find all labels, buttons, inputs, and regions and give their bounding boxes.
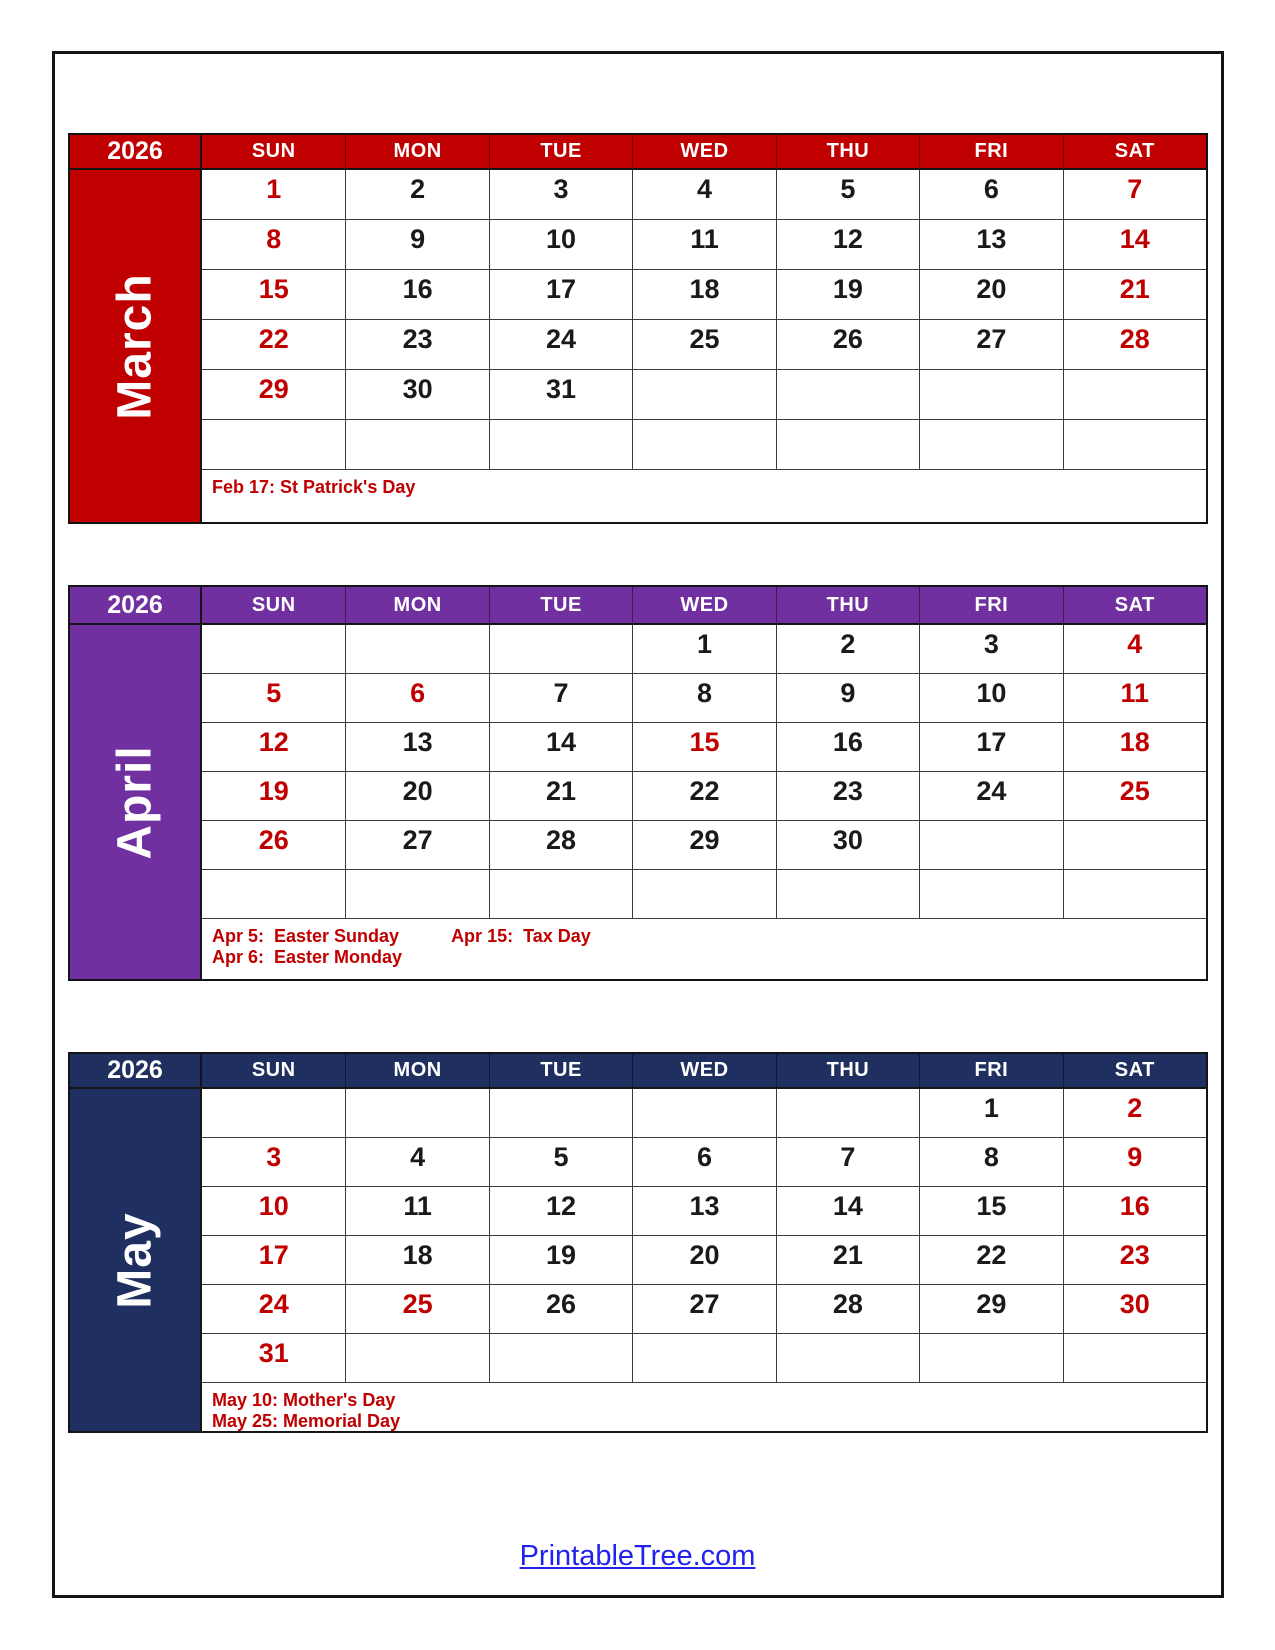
date-cell-march-28: 28: [1063, 320, 1206, 370]
day-header-march-sun: SUN: [202, 135, 345, 170]
empty-cell: [1063, 1334, 1206, 1383]
date-cell-may-9: 9: [1063, 1138, 1206, 1187]
holiday-note: May 25: Memorial Day: [212, 1411, 401, 1431]
date-cell-march-30: 30: [345, 370, 488, 420]
date-cell-april-23: 23: [776, 772, 919, 821]
date-cell-april-6: 6: [345, 674, 488, 723]
day-header-may-tue: TUE: [489, 1054, 632, 1089]
holiday-note: Apr 15: Tax Day: [451, 926, 591, 946]
empty-cell: [632, 420, 775, 470]
date-cell-march-29: 29: [202, 370, 345, 420]
date-cell-may-19: 19: [489, 1236, 632, 1285]
date-cell-march-8: 8: [202, 220, 345, 270]
date-cell-march-9: 9: [345, 220, 488, 270]
date-cell-march-12: 12: [776, 220, 919, 270]
printabletree-link[interactable]: PrintableTree.com: [519, 1540, 756, 1572]
empty-cell: [919, 821, 1062, 870]
month-may: [68, 1052, 1208, 1433]
year-label-april: 2026: [70, 587, 202, 625]
date-cell-april-7: 7: [489, 674, 632, 723]
day-header-may-thu: THU: [776, 1054, 919, 1089]
date-cell-april-27: 27: [345, 821, 488, 870]
date-cell-april-13: 13: [345, 723, 488, 772]
date-cell-march-10: 10: [489, 220, 632, 270]
date-cell-april-20: 20: [345, 772, 488, 821]
holiday-note: Apr 6: Easter Monday: [212, 947, 403, 967]
empty-cell: [345, 1089, 488, 1138]
day-header-march-thu: THU: [776, 135, 919, 170]
day-header-may-sun: SUN: [202, 1054, 345, 1089]
date-cell-april-17: 17: [919, 723, 1062, 772]
date-cell-march-20: 20: [919, 270, 1062, 320]
date-cell-april-21: 21: [489, 772, 632, 821]
empty-cell: [1063, 821, 1206, 870]
holiday-note-line: [212, 947, 1206, 968]
date-cell-may-15: 15: [919, 1187, 1062, 1236]
date-cell-april-28: 28: [489, 821, 632, 870]
date-cell-march-6: 6: [919, 170, 1062, 220]
date-cell-march-16: 16: [345, 270, 488, 320]
holiday-note-line: [212, 1411, 1206, 1432]
date-cell-april-16: 16: [776, 723, 919, 772]
date-cell-april-10: 10: [919, 674, 1062, 723]
empty-cell: [1063, 370, 1206, 420]
date-cell-may-17: 17: [202, 1236, 345, 1285]
holiday-note-line: [212, 1390, 1206, 1411]
date-cell-may-6: 6: [632, 1138, 775, 1187]
date-cell-may-26: 26: [489, 1285, 632, 1334]
empty-cell: [776, 370, 919, 420]
empty-cell: [345, 870, 488, 919]
empty-cell: [776, 1334, 919, 1383]
day-header-march-fri: FRI: [919, 135, 1062, 170]
date-cell-april-4: 4: [1063, 625, 1206, 674]
holiday-note: Feb 17: St Patrick's Day: [212, 477, 416, 497]
date-cell-april-29: 29: [632, 821, 775, 870]
day-header-march-sat: SAT: [1063, 135, 1206, 170]
empty-cell: [489, 870, 632, 919]
date-cell-march-5: 5: [776, 170, 919, 220]
holiday-notes-april: [202, 919, 1206, 979]
empty-cell: [202, 420, 345, 470]
date-cell-may-11: 11: [345, 1187, 488, 1236]
date-cell-march-11: 11: [632, 220, 775, 270]
date-cell-march-2: 2: [345, 170, 488, 220]
date-cell-march-22: 22: [202, 320, 345, 370]
empty-cell: [489, 420, 632, 470]
empty-cell: [345, 625, 488, 674]
empty-cell: [919, 1334, 1062, 1383]
date-cell-april-22: 22: [632, 772, 775, 821]
date-cell-april-19: 19: [202, 772, 345, 821]
date-cell-march-23: 23: [345, 320, 488, 370]
date-cell-may-28: 28: [776, 1285, 919, 1334]
date-cell-may-30: 30: [1063, 1285, 1206, 1334]
day-header-march-tue: TUE: [489, 135, 632, 170]
date-cell-may-16: 16: [1063, 1187, 1206, 1236]
date-cell-may-7: 7: [776, 1138, 919, 1187]
empty-cell: [1063, 870, 1206, 919]
date-cell-may-1: 1: [919, 1089, 1062, 1138]
brand-footer: [0, 1540, 1275, 1573]
date-cell-may-27: 27: [632, 1285, 775, 1334]
empty-cell: [489, 625, 632, 674]
date-cell-april-9: 9: [776, 674, 919, 723]
empty-cell: [345, 1334, 488, 1383]
date-cell-march-3: 3: [489, 170, 632, 220]
month-name-label-april: April: [108, 744, 162, 860]
day-header-april-thu: THU: [776, 587, 919, 625]
date-cell-may-25: 25: [345, 1285, 488, 1334]
date-cell-may-29: 29: [919, 1285, 1062, 1334]
date-cell-march-27: 27: [919, 320, 1062, 370]
empty-cell: [919, 370, 1062, 420]
date-cell-may-23: 23: [1063, 1236, 1206, 1285]
day-header-march-mon: MON: [345, 135, 488, 170]
day-header-april-sun: SUN: [202, 587, 345, 625]
date-cell-may-10: 10: [202, 1187, 345, 1236]
date-cell-may-4: 4: [345, 1138, 488, 1187]
date-cell-march-17: 17: [489, 270, 632, 320]
holiday-note-line: [212, 926, 1206, 947]
year-label-may: 2026: [70, 1054, 202, 1089]
date-cell-april-5: 5: [202, 674, 345, 723]
day-header-may-wed: WED: [632, 1054, 775, 1089]
date-cell-may-2: 2: [1063, 1089, 1206, 1138]
date-cell-march-31: 31: [489, 370, 632, 420]
empty-cell: [919, 420, 1062, 470]
empty-cell: [632, 370, 775, 420]
date-cell-may-21: 21: [776, 1236, 919, 1285]
date-cell-april-2: 2: [776, 625, 919, 674]
date-cell-march-26: 26: [776, 320, 919, 370]
date-cell-march-1: 1: [202, 170, 345, 220]
day-header-april-fri: FRI: [919, 587, 1062, 625]
empty-cell: [632, 870, 775, 919]
empty-cell: [1063, 420, 1206, 470]
month-march: [68, 133, 1208, 524]
empty-cell: [632, 1089, 775, 1138]
month-sidebar-march: [70, 170, 202, 522]
empty-cell: [776, 420, 919, 470]
empty-cell: [202, 1089, 345, 1138]
date-cell-may-14: 14: [776, 1187, 919, 1236]
holiday-notes-march: [202, 470, 1206, 522]
empty-cell: [776, 870, 919, 919]
date-cell-march-4: 4: [632, 170, 775, 220]
date-cell-april-12: 12: [202, 723, 345, 772]
holiday-note: Apr 5: Easter Sunday: [212, 926, 400, 946]
date-cell-march-14: 14: [1063, 220, 1206, 270]
empty-cell: [202, 625, 345, 674]
day-header-march-wed: WED: [632, 135, 775, 170]
day-header-may-sat: SAT: [1063, 1054, 1206, 1089]
date-cell-april-30: 30: [776, 821, 919, 870]
date-cell-may-12: 12: [489, 1187, 632, 1236]
empty-cell: [489, 1089, 632, 1138]
date-cell-may-24: 24: [202, 1285, 345, 1334]
month-sidebar-april: [70, 625, 202, 979]
date-cell-march-15: 15: [202, 270, 345, 320]
year-label-march: 2026: [70, 135, 202, 170]
month-name-label-may: May: [108, 1211, 162, 1309]
holiday-notes-may: [202, 1383, 1206, 1431]
empty-cell: [632, 1334, 775, 1383]
holiday-note: May 10: Mother's Day: [212, 1390, 396, 1410]
date-cell-april-25: 25: [1063, 772, 1206, 821]
date-cell-march-21: 21: [1063, 270, 1206, 320]
date-cell-may-31: 31: [202, 1334, 345, 1383]
date-cell-march-18: 18: [632, 270, 775, 320]
month-april: [68, 585, 1208, 981]
date-cell-may-22: 22: [919, 1236, 1062, 1285]
day-header-april-tue: TUE: [489, 587, 632, 625]
date-cell-april-15: 15: [632, 723, 775, 772]
day-header-april-sat: SAT: [1063, 587, 1206, 625]
day-header-may-mon: MON: [345, 1054, 488, 1089]
date-cell-april-24: 24: [919, 772, 1062, 821]
date-cell-march-19: 19: [776, 270, 919, 320]
empty-cell: [489, 1334, 632, 1383]
date-cell-april-8: 8: [632, 674, 775, 723]
date-cell-march-25: 25: [632, 320, 775, 370]
day-header-april-mon: MON: [345, 587, 488, 625]
date-cell-march-24: 24: [489, 320, 632, 370]
date-cell-may-3: 3: [202, 1138, 345, 1187]
day-header-may-fri: FRI: [919, 1054, 1062, 1089]
empty-cell: [919, 870, 1062, 919]
date-cell-april-3: 3: [919, 625, 1062, 674]
month-sidebar-may: [70, 1089, 202, 1431]
date-cell-april-18: 18: [1063, 723, 1206, 772]
date-cell-april-11: 11: [1063, 674, 1206, 723]
date-cell-march-7: 7: [1063, 170, 1206, 220]
date-cell-may-5: 5: [489, 1138, 632, 1187]
empty-cell: [345, 420, 488, 470]
empty-cell: [202, 870, 345, 919]
month-name-label-march: March: [108, 272, 162, 420]
date-cell-april-26: 26: [202, 821, 345, 870]
date-cell-march-13: 13: [919, 220, 1062, 270]
date-cell-april-14: 14: [489, 723, 632, 772]
date-cell-may-20: 20: [632, 1236, 775, 1285]
date-cell-may-18: 18: [345, 1236, 488, 1285]
date-cell-may-8: 8: [919, 1138, 1062, 1187]
day-header-april-wed: WED: [632, 587, 775, 625]
date-cell-may-13: 13: [632, 1187, 775, 1236]
empty-cell: [776, 1089, 919, 1138]
date-cell-april-1: 1: [632, 625, 775, 674]
holiday-note-line: [212, 477, 1206, 498]
